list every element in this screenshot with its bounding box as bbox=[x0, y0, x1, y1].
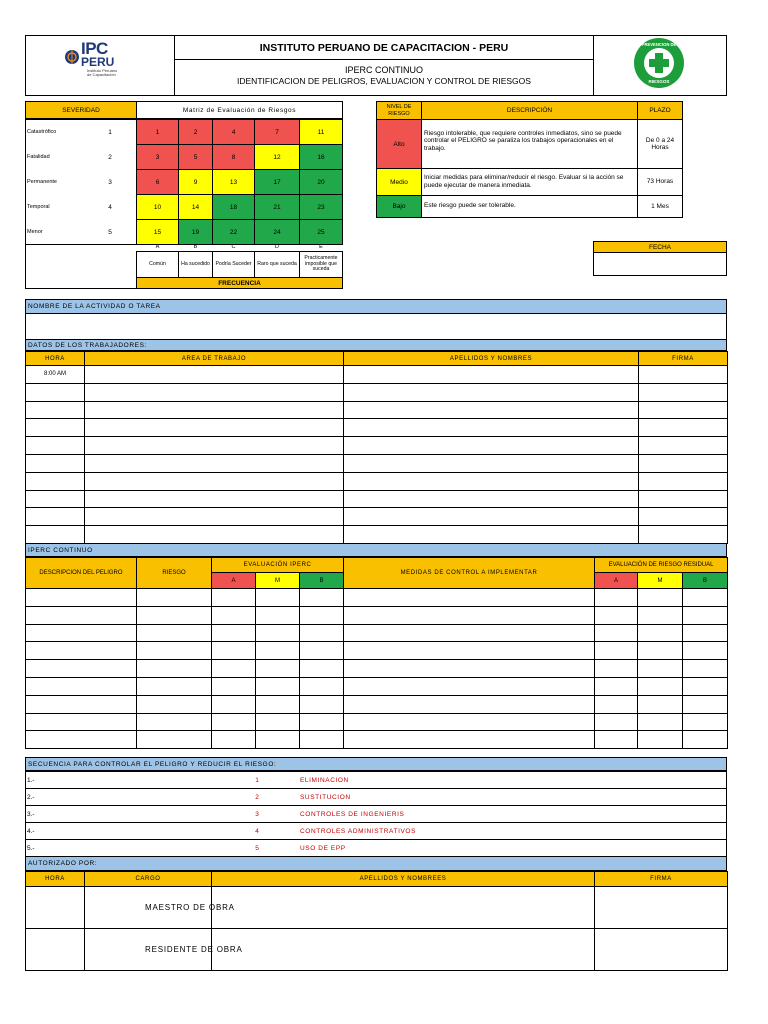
frequency-description: Podría Suceder bbox=[212, 251, 255, 278]
severity-header: SEVERIDAD bbox=[25, 101, 137, 119]
worker-entry-cell[interactable] bbox=[639, 472, 728, 490]
sequence-label: SECUENCIA PARA CONTROLAR EL PELIGRO Y REDUCIR EL RIESGO: bbox=[25, 757, 727, 771]
workers-header-cell: HORA bbox=[26, 352, 85, 366]
matrix-cell: 24 bbox=[254, 219, 300, 245]
logo-ipc-text: IPC bbox=[81, 39, 108, 58]
worker-entry-cell[interactable] bbox=[85, 419, 344, 437]
authorized-header-cell: APELLIDOS Y NOMBREES bbox=[212, 872, 595, 887]
logo-peru-text: PERU bbox=[81, 55, 115, 69]
iperc-entry-cell[interactable] bbox=[137, 695, 212, 713]
matrix-cell: 23 bbox=[299, 194, 343, 220]
worker-entry-cell[interactable] bbox=[85, 526, 344, 544]
iperc-entry-cell[interactable] bbox=[300, 713, 344, 731]
iperc-entry-cell[interactable] bbox=[344, 624, 595, 642]
sequence-index: 4.- bbox=[27, 827, 35, 835]
iperc-entry-cell[interactable] bbox=[683, 731, 728, 749]
sequence-text: CONTROLES ADMINISTRATIVOS bbox=[300, 827, 417, 835]
iperc-entry-cell[interactable] bbox=[137, 713, 212, 731]
risk-term-header: PLAZO bbox=[637, 101, 683, 120]
worker-entry-cell[interactable] bbox=[26, 508, 85, 526]
iperc-entry-cell[interactable] bbox=[137, 624, 212, 642]
risk-level-cell: Bajo bbox=[376, 195, 422, 218]
prevention-badge bbox=[629, 37, 689, 89]
sequence-index: 1.- bbox=[27, 776, 35, 784]
logo-caption: Instituto Peruano de Capacitación bbox=[87, 68, 118, 78]
risk-term-cell: 73 Horas bbox=[637, 168, 683, 196]
worker-entry-cell[interactable] bbox=[344, 526, 639, 544]
authorized-name-cell[interactable] bbox=[212, 887, 595, 929]
iperc-entry-cell[interactable] bbox=[137, 677, 212, 695]
iperc-level-a-header: A bbox=[595, 573, 638, 589]
worker-entry-cell[interactable] bbox=[85, 401, 344, 419]
worker-entry-cell[interactable] bbox=[26, 419, 85, 437]
worker-entry-cell[interactable] bbox=[85, 383, 344, 401]
authorized-time-cell[interactable] bbox=[26, 887, 85, 929]
severity-number: 5 bbox=[108, 228, 112, 236]
iperc-entry-cell[interactable] bbox=[595, 695, 638, 713]
matrix-cell: 18 bbox=[212, 194, 255, 220]
risk-description-cell: Este riesgo puede ser tolerable. bbox=[421, 195, 638, 218]
matrix-cell: 11 bbox=[299, 119, 343, 145]
date-label: FECHA bbox=[593, 241, 727, 253]
worker-entry-cell[interactable] bbox=[639, 526, 728, 544]
authorized-signature-cell[interactable] bbox=[595, 887, 728, 929]
iperc-entry-cell[interactable] bbox=[595, 660, 638, 678]
frequency-letter: C bbox=[231, 243, 236, 250]
iperc-entry-cell[interactable] bbox=[26, 606, 137, 624]
iperc-entry-cell[interactable] bbox=[137, 589, 212, 607]
iperc-entry-cell[interactable] bbox=[638, 624, 683, 642]
worker-entry-cell[interactable] bbox=[26, 490, 85, 508]
matrix-cell: 14 bbox=[178, 194, 213, 220]
date-field[interactable] bbox=[593, 252, 727, 276]
authorized-header-cell: FIRMA bbox=[595, 872, 728, 887]
iperc-entry-cell[interactable] bbox=[638, 660, 683, 678]
iperc-entry-cell[interactable] bbox=[595, 731, 638, 749]
matrix-cell: 19 bbox=[178, 219, 213, 245]
worker-entry-cell[interactable] bbox=[639, 454, 728, 472]
iperc-entry-cell[interactable] bbox=[26, 642, 137, 660]
iperc-entry-cell[interactable] bbox=[212, 695, 256, 713]
iperc-eval-header: EVALUACIÓN IPERC bbox=[212, 558, 344, 573]
frequency-letter: E bbox=[319, 243, 323, 250]
severity-label: Temporal bbox=[27, 204, 50, 210]
iperc-entry-cell[interactable] bbox=[344, 589, 595, 607]
worker-entry-cell[interactable] bbox=[26, 401, 85, 419]
matrix-cell: 12 bbox=[254, 144, 300, 170]
ipc-logo bbox=[64, 39, 124, 91]
iperc-level-m-header: M bbox=[638, 573, 683, 589]
matrix-blank-corner bbox=[25, 244, 137, 289]
worker-entry-cell[interactable] bbox=[639, 437, 728, 455]
subtitle-identification: IDENTIFICACION DE PELIGROS, EVALUACION Y CONTROL DE RIESGOS bbox=[237, 76, 531, 86]
iperc-entry-cell[interactable] bbox=[26, 713, 137, 731]
workers-header-cell: APELLIDOS Y NOMBRES bbox=[344, 352, 639, 366]
iperc-entry-cell[interactable] bbox=[683, 642, 728, 660]
severity-number: 2 bbox=[108, 153, 112, 161]
iperc-entry-cell[interactable] bbox=[256, 660, 300, 678]
iperc-entry-cell[interactable] bbox=[212, 731, 256, 749]
iperc-entry-cell[interactable] bbox=[212, 606, 256, 624]
iperc-entry-cell[interactable] bbox=[256, 713, 300, 731]
frequency-letter: D bbox=[275, 243, 279, 250]
authorized-cargo-cell: RESIDENTE DE OBRA bbox=[85, 929, 212, 971]
institution-title: INSTITUTO PERUANO DE CAPACITACION - PERU bbox=[174, 35, 594, 60]
frequency-label: FRECUENCIA bbox=[136, 277, 343, 289]
severity-frame bbox=[25, 119, 137, 245]
iperc-entry-cell[interactable] bbox=[26, 731, 137, 749]
iperc-entry-cell[interactable] bbox=[595, 677, 638, 695]
iperc-entry-cell[interactable] bbox=[344, 731, 595, 749]
worker-entry-cell[interactable] bbox=[344, 383, 639, 401]
frequency-letter: B bbox=[193, 243, 198, 250]
matrix-cell: 1 bbox=[136, 119, 179, 145]
worker-entry-cell[interactable] bbox=[344, 508, 639, 526]
frequency-letter: A bbox=[155, 243, 160, 250]
worker-entry-cell[interactable] bbox=[639, 419, 728, 437]
sequence-row bbox=[25, 771, 727, 789]
iperc-entry-cell[interactable] bbox=[344, 677, 595, 695]
authorized-cargo-cell: MAESTRO DE OBRA bbox=[85, 887, 212, 929]
worker-entry-cell[interactable] bbox=[26, 472, 85, 490]
authorized-header-cell: CARGO bbox=[85, 872, 212, 887]
iperc-entry-cell[interactable] bbox=[344, 606, 595, 624]
worker-entry-cell[interactable] bbox=[344, 366, 639, 384]
sequence-index: 3.- bbox=[27, 810, 35, 818]
iperc-entry-cell[interactable] bbox=[595, 642, 638, 660]
iperc-risk-header: RIESGO bbox=[137, 558, 212, 589]
sequence-number: 5 bbox=[255, 844, 259, 852]
iperc-entry-cell[interactable] bbox=[683, 589, 728, 607]
frequency-description: Ha sucedido bbox=[178, 251, 213, 278]
iperc-entry-cell[interactable] bbox=[638, 589, 683, 607]
matrix-cell: 21 bbox=[254, 194, 300, 220]
iperc-entry-cell[interactable] bbox=[344, 660, 595, 678]
risk-term-cell: 1 Mes bbox=[637, 195, 683, 218]
authorized-name-cell[interactable] bbox=[212, 929, 595, 971]
worker-entry-cell[interactable] bbox=[344, 419, 639, 437]
authorized-label: AUTORIZADO POR: bbox=[25, 856, 727, 871]
authorized-signature-cell[interactable] bbox=[595, 929, 728, 971]
matrix-cell: 20 bbox=[299, 169, 343, 195]
worker-entry-cell[interactable] bbox=[26, 454, 85, 472]
iperc-entry-cell[interactable] bbox=[344, 695, 595, 713]
iperc-entry-cell[interactable] bbox=[26, 677, 137, 695]
matrix-cell: 13 bbox=[212, 169, 255, 195]
sequence-index: 5.- bbox=[27, 844, 35, 852]
matrix-cell: 22 bbox=[212, 219, 255, 245]
sequence-number: 2 bbox=[255, 793, 259, 801]
iperc-residual-header: EVALUACIÓN DE RIESGO RESIDUAL bbox=[595, 558, 728, 573]
iperc-entry-cell[interactable] bbox=[256, 695, 300, 713]
iperc-entry-cell[interactable] bbox=[256, 624, 300, 642]
sequence-text: CONTROLES DE INGENIERIS bbox=[300, 810, 405, 818]
iperc-entry-cell[interactable] bbox=[595, 713, 638, 731]
severity-label: Catastrófico bbox=[27, 129, 57, 135]
iperc-entry-cell[interactable] bbox=[26, 660, 137, 678]
iperc-entry-cell[interactable] bbox=[638, 731, 683, 749]
iperc-entry-cell[interactable] bbox=[638, 642, 683, 660]
risk-level-cell: Medio bbox=[376, 168, 422, 196]
matrix-cell: 3 bbox=[136, 144, 179, 170]
matrix-cell: 25 bbox=[299, 219, 343, 245]
severity-label: Menor bbox=[27, 229, 43, 235]
severity-number: 4 bbox=[108, 203, 112, 211]
iperc-entry-cell[interactable] bbox=[300, 660, 344, 678]
worker-entry-cell[interactable] bbox=[344, 454, 639, 472]
frequency-description: Raro que suceda bbox=[254, 251, 300, 278]
iperc-entry-cell[interactable] bbox=[212, 642, 256, 660]
iperc-entry-cell[interactable] bbox=[137, 731, 212, 749]
iperc-entry-cell[interactable] bbox=[638, 677, 683, 695]
iperc-level-a-header: A bbox=[212, 573, 256, 589]
worker-entry-cell[interactable] bbox=[26, 526, 85, 544]
iperc-entry-cell[interactable] bbox=[638, 695, 683, 713]
worker-entry-cell[interactable] bbox=[344, 490, 639, 508]
worker-entry-cell[interactable] bbox=[639, 383, 728, 401]
matrix-cell: 4 bbox=[212, 119, 255, 145]
iperc-entry-cell[interactable] bbox=[344, 713, 595, 731]
iperc-entry-cell[interactable] bbox=[300, 589, 344, 607]
iperc-level-b-header: B bbox=[300, 573, 344, 589]
iperc-entry-cell[interactable] bbox=[137, 660, 212, 678]
iperc-entry-cell[interactable] bbox=[300, 642, 344, 660]
sequence-index: 2.- bbox=[27, 793, 35, 801]
matrix-title: Matriz de Evaluación de Riesgos bbox=[136, 101, 343, 119]
worker-entry-cell[interactable] bbox=[85, 454, 344, 472]
badge-bottom-text: RIESGOS bbox=[648, 79, 670, 84]
iperc-entry-cell[interactable] bbox=[595, 589, 638, 607]
badge-top-text: PREVENCION DE bbox=[641, 42, 677, 47]
iperc-entry-cell[interactable] bbox=[300, 624, 344, 642]
iperc-entry-cell[interactable] bbox=[638, 606, 683, 624]
iperc-level-b-header: B bbox=[683, 573, 728, 589]
matrix-cell: 10 bbox=[136, 194, 179, 220]
matrix-cell: 2 bbox=[178, 119, 213, 145]
workers-header-cell: FIRMA bbox=[639, 352, 728, 366]
activity-field[interactable] bbox=[25, 313, 727, 340]
risk-desc-header: DESCRIPCIÓN bbox=[421, 101, 638, 120]
worker-entry-cell[interactable] bbox=[26, 437, 85, 455]
activity-label: NOMBRE DE LA ACTIVIDAD O TAREA bbox=[25, 299, 727, 314]
iperc-measures-header: MEDIDAS DE CONTROL A IMPLEMENTAR bbox=[344, 558, 595, 589]
risk-level-cell: Alto bbox=[376, 119, 422, 169]
worker-entry-cell[interactable] bbox=[639, 508, 728, 526]
iperc-entry-cell[interactable] bbox=[683, 660, 728, 678]
iperc-entry-cell[interactable] bbox=[256, 642, 300, 660]
risk-description-cell: Iniciar medidas para eliminar/reducir el riesgo. Evaluar si la acción se puede ejecutar de manera inmediata. bbox=[421, 168, 638, 196]
iperc-entry-cell[interactable] bbox=[595, 624, 638, 642]
sequence-row bbox=[25, 788, 727, 806]
authorized-header-cell: HORA bbox=[26, 872, 85, 887]
iperc-table bbox=[25, 557, 728, 749]
worker-entry-cell[interactable] bbox=[26, 383, 85, 401]
iperc-entry-cell[interactable] bbox=[212, 713, 256, 731]
iperc-entry-cell[interactable] bbox=[683, 624, 728, 642]
authorized-time-cell[interactable] bbox=[26, 929, 85, 971]
worker-entry-cell[interactable] bbox=[85, 490, 344, 508]
worker-entry-cell[interactable] bbox=[85, 366, 344, 384]
subtitle-iperc: IPERC CONTINUO bbox=[344, 65, 423, 75]
matrix-cell: 8 bbox=[212, 144, 255, 170]
risk-level-header: NIVEL DE RIESGO bbox=[376, 101, 422, 120]
worker-entry-cell[interactable] bbox=[85, 472, 344, 490]
iperc-entry-cell[interactable] bbox=[595, 606, 638, 624]
sequence-number: 3 bbox=[255, 810, 259, 818]
workers-label: DATOS DE LOS TRABAJADORES: bbox=[25, 339, 727, 351]
worker-entry-cell[interactable] bbox=[85, 437, 344, 455]
iperc-entry-cell[interactable] bbox=[683, 713, 728, 731]
matrix-cell: 5 bbox=[178, 144, 213, 170]
sequence-text: USO DE EPP bbox=[300, 844, 346, 852]
matrix-cell: 16 bbox=[299, 144, 343, 170]
iperc-label: IPERC CONTINUO bbox=[25, 543, 727, 557]
sequence-number: 1 bbox=[255, 776, 259, 784]
iperc-entry-cell[interactable] bbox=[212, 660, 256, 678]
worker-entry-cell[interactable] bbox=[639, 490, 728, 508]
workers-table bbox=[25, 351, 728, 544]
worker-entry-cell[interactable] bbox=[344, 472, 639, 490]
iperc-entry-cell[interactable] bbox=[300, 695, 344, 713]
iperc-entry-cell[interactable] bbox=[212, 677, 256, 695]
worker-entry-cell[interactable] bbox=[344, 437, 639, 455]
iperc-entry-cell[interactable] bbox=[683, 695, 728, 713]
risk-description-cell: Riesgo intolerable, que requiere controles inmediatos, sino se puede controlar el PELIGRO se paraliza los trabajos operacionales en el trabajo. bbox=[421, 119, 638, 169]
severity-number: 1 bbox=[108, 128, 112, 136]
iperc-entry-cell[interactable] bbox=[212, 589, 256, 607]
iperc-entry-cell[interactable] bbox=[137, 642, 212, 660]
matrix-cell: 17 bbox=[254, 169, 300, 195]
iperc-desc-header: DESCRIPCION DEL PELIGRO bbox=[26, 558, 137, 589]
sequence-row bbox=[25, 839, 727, 857]
matrix-cell: 9 bbox=[178, 169, 213, 195]
iperc-entry-cell[interactable] bbox=[26, 624, 137, 642]
workers-header-cell: AREA DE TRABAJO bbox=[85, 352, 344, 366]
worker-time-cell[interactable]: 8:00 AM bbox=[26, 366, 85, 384]
iperc-entry-cell[interactable] bbox=[212, 624, 256, 642]
iperc-entry-cell[interactable] bbox=[300, 606, 344, 624]
iperc-entry-cell[interactable] bbox=[344, 642, 595, 660]
frequency-description: Practicamente imposible que suceda bbox=[299, 251, 343, 278]
iperc-entry-cell[interactable] bbox=[683, 677, 728, 695]
iperc-entry-cell[interactable] bbox=[683, 606, 728, 624]
matrix-cell: 6 bbox=[136, 169, 179, 195]
worker-entry-cell[interactable] bbox=[85, 508, 344, 526]
severity-number: 3 bbox=[108, 178, 112, 186]
worker-entry-cell[interactable] bbox=[639, 366, 728, 384]
iperc-entry-cell[interactable] bbox=[256, 589, 300, 607]
iperc-level-m-header: M bbox=[256, 573, 300, 589]
iperc-entry-cell[interactable] bbox=[638, 713, 683, 731]
iperc-entry-cell[interactable] bbox=[256, 677, 300, 695]
iperc-entry-cell[interactable] bbox=[256, 731, 300, 749]
sequence-text: SUSTITUCION bbox=[300, 793, 351, 801]
sequence-text: ELIMINACION bbox=[300, 776, 349, 784]
iperc-entry-cell[interactable] bbox=[300, 677, 344, 695]
authorized-table bbox=[25, 871, 728, 971]
matrix-cell: 15 bbox=[136, 219, 179, 245]
iperc-entry-cell[interactable] bbox=[26, 695, 137, 713]
iperc-entry-cell[interactable] bbox=[300, 731, 344, 749]
iperc-entry-cell[interactable] bbox=[256, 606, 300, 624]
frequency-description: Común bbox=[136, 251, 179, 278]
severity-label: Fatalidad bbox=[27, 154, 50, 160]
sequence-number: 4 bbox=[255, 827, 259, 835]
iperc-entry-cell[interactable] bbox=[26, 589, 137, 607]
iperc-entry-cell[interactable] bbox=[137, 606, 212, 624]
risk-term-cell: De 0 a 24 Horas bbox=[637, 119, 683, 169]
matrix-cell: 7 bbox=[254, 119, 300, 145]
worker-entry-cell[interactable] bbox=[639, 401, 728, 419]
severity-label: Permanente bbox=[27, 179, 57, 185]
worker-entry-cell[interactable] bbox=[344, 401, 639, 419]
